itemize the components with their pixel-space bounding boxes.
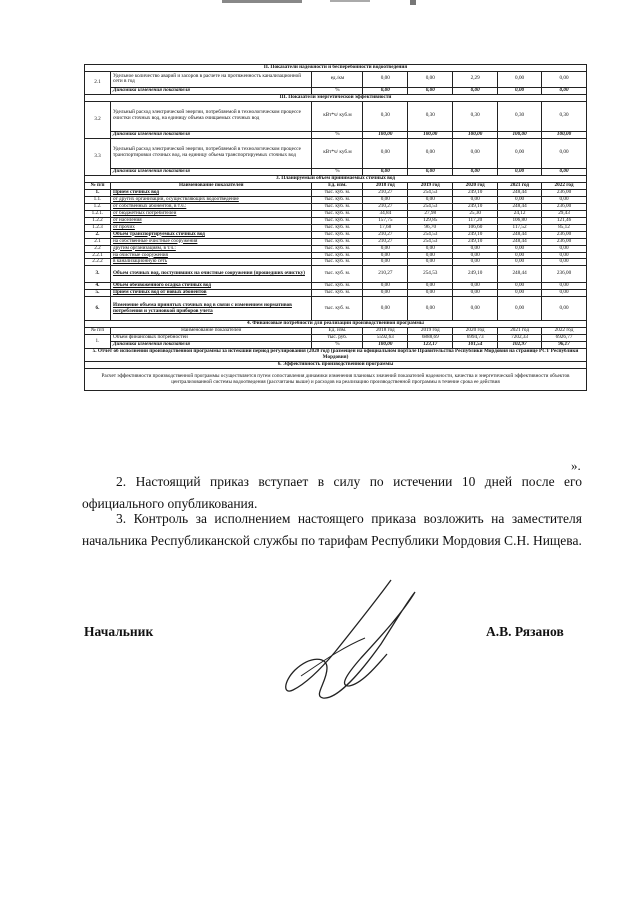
table-row: 3. Объем сточных вод, поступивших на очистные сооружения (прошедших очистку) тыс. куб. м. 210,27 254,53 249,10 248,44 236,00 [85, 266, 587, 283]
table-row: 1.1. от других организаций, осуществляющих водоотведение тыс. куб. м. 0,00 0,00 0,00 0,00 0,00 [85, 196, 587, 203]
paragraph-control: 3. Контроль за исполнением настоящего приказа возложить на заместителя начальника Республиканской службы по тарифам Республики Мордовия С.Н. Нищева. [82, 511, 582, 548]
volume-rows [85, 189, 587, 321]
table-header-row: № п/п Наименование показателей Ед. изм. 2018 год 2019 год 2020 год 2021 год 2022 год [85, 182, 587, 189]
table-row: 2.2.1 на очистные сооружения тыс. куб. м. 0,00 0,00 0,00 0,00 0,00 [85, 252, 587, 259]
program-table [84, 64, 587, 391]
table-row: Динамика изменения показателя % 0,00 0,00 0,00 0,00 0,00 [85, 168, 587, 175]
section-title: 5. Отчет об исполнении производственной программы за истекший период регулирования (2020 год) (размещен на официальном портале Правительства Республики Мордовия на странице РСТ Республики Мордовия) [85, 349, 587, 362]
table-row: 2. Объем транспортируемых сточных вод тыс. куб. м. 210,27 254,53 249,10 248,44 236,00 [85, 231, 587, 238]
handwritten-signature [265, 572, 425, 712]
table-row: 3.2 Удельный расход электрической энергии, потребляемой в технологическом процессе очистки сточных вод, на единицу объема очищаемых сточных вод кВт*ч/ куб.м 0,30 0,30 0,30 0,30 0,30 [85, 101, 587, 131]
section-title: II. Показатели надежности и бесперебойности водоотведения [85, 65, 587, 72]
table-row: 2.1 на собственные очистные сооружения тыс. куб. м. 210,27 254,53 249,10 248,44 236,00 [85, 238, 587, 245]
scan-artifact [0, 0, 640, 8]
table-row: Динамика изменения показателя % 100,00 123,17 101,54 102,97 96,17 [85, 342, 587, 349]
table-row: 5. Прием сточных вод от новых абонентов тыс. куб. м. 0,00 0,00 0,00 0,00 0,00 [85, 290, 587, 297]
table-row: 4. Объем обезвоженного осадка сточных вод тыс. куб. м. 0,00 0,00 0,00 0,00 0,00 [85, 283, 587, 290]
table-row: Расчет эффективности производственной программы осуществляется путем сопоставления динамики изменения плановых значений показателей надежности, качества и энергетической эффективности объектов централизованной системы водоотведения (рассчитаны выше) и расходов на реализацию производственной программы в течение срока ее действия [85, 369, 587, 391]
signer-title: Начальник [84, 624, 154, 639]
section-title: III. Показатели энергетической эффективности [85, 94, 587, 101]
table-row: 2.2 другим организациям, в т.ч.: тыс. куб. м. 0,00 0,00 0,00 0,00 0,00 [85, 245, 587, 252]
table-row: 2.2.2 в канализационную сеть тыс. куб. м. 0,00 0,00 0,00 0,00 0,00 [85, 259, 587, 266]
table-row: 1.2.2 от населения тыс. куб. м. 157,75 129,85 117,20 106,80 121,46 [85, 217, 587, 224]
paragraph-effective-date: 2. Настоящий приказ вступает в силу по истечении 10 дней после его официального опубликования. [82, 474, 582, 511]
table-row: Динамика изменения показателя % 0,00 0,00 0,00 0,00 0,00 [85, 87, 587, 94]
table-header-row: № п/п Наименование показателей Ед. изм. 2018 год 2019 год 2020 год 2021 год 2022 год [85, 328, 587, 335]
closing-quote: ». [571, 458, 581, 473]
table-row: 1. Объем финансовых потребностей тыс. руб. 5592,63 6888,69 6994,73 7202,33 6926,77 [85, 335, 587, 342]
table-row: 3.3 Удельный расход электрической энергии, потребляемой в технологическом процессе транспортировки сточных вод, на единицу объема транспортируемых сточных вод кВт*ч/ куб.м 0,00 0,00 0,00 0,00 0,00 [85, 138, 587, 168]
section-title: 3. Планируемый объем принимаемых сточных вод [85, 175, 587, 182]
table-row: 1.2.3 от прочих тыс. куб. м. 17,68 96,70 106,60 117,52 85,12 [85, 224, 587, 231]
table-row: 1.2.1. от бюджетных потребителей тыс. куб. м. 34,84 27,98 25,30 24,12 29,43 [85, 210, 587, 217]
section-title: 4. Финансовые потребности для реализации производственной программы [85, 321, 587, 328]
table-row: 1.2. от собственных абонентов, в т.ч.: тыс. куб. м. 210,27 254,53 249,10 248,44 236,00 [85, 203, 587, 210]
table-row: 2.1 Удельное количество аварий и засоров в расчете на протяженность канализационной сети в год ед./км 0,00 0,00 2,29 0,00 0,00 [85, 71, 587, 87]
table-row: 1. Прием сточных вод тыс. куб. м. 210,27 254,53 249,10 248,44 236,00 [85, 189, 587, 196]
table-row: Динамика изменения показателя % 100,00 100,00 100,00 100,00 100,00 [85, 131, 587, 138]
table-row: 6. Изменение объема принятых сточных вод в связи с изменением нормативов потребления и установкой приборов учета тыс. куб. м. 0,00 0,00 0,00 0,00 0,00 [85, 297, 587, 321]
section-title: 6. Эффективность производственной программы [85, 362, 587, 369]
signer-name: А.В. Рязанов [486, 624, 564, 639]
